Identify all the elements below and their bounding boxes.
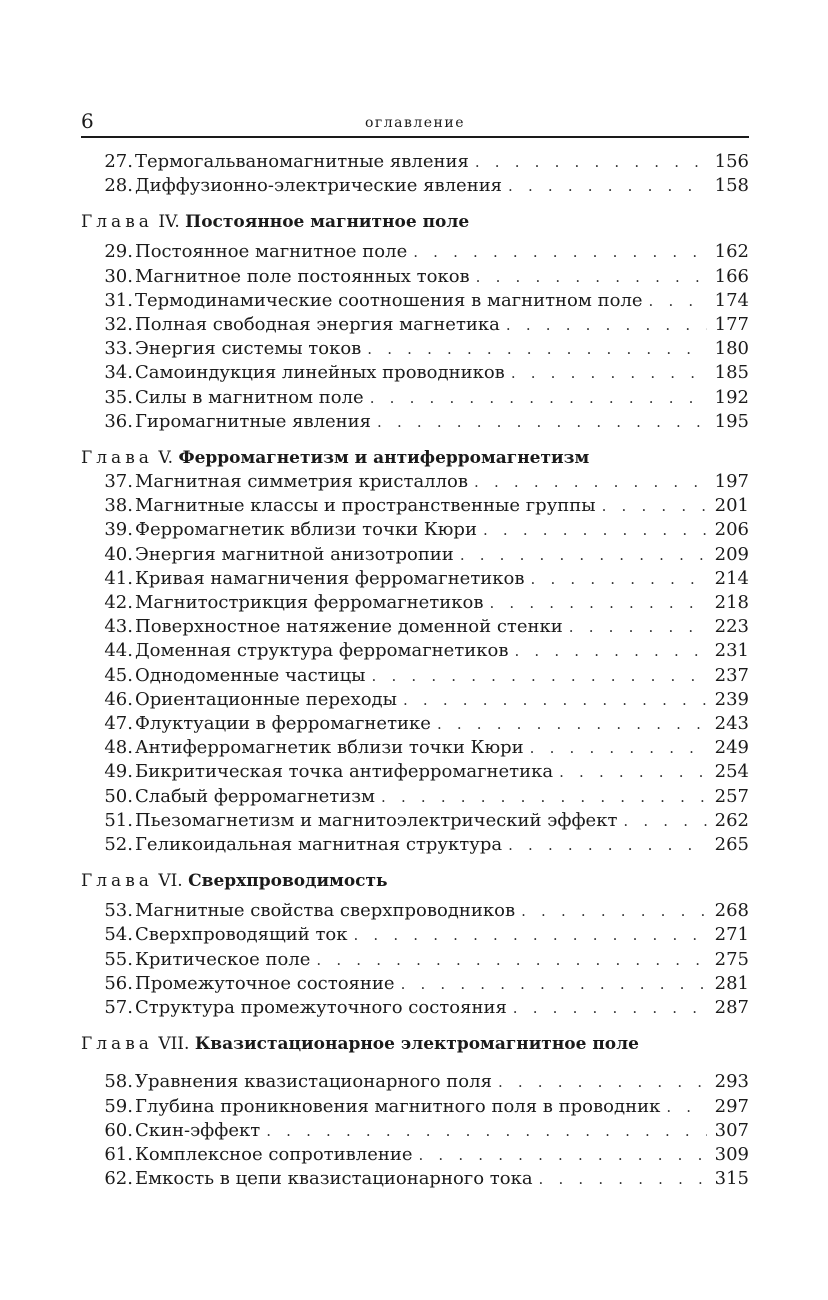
toc-entry[interactable] — [81, 972, 749, 996]
entry-number: 29. — [104, 241, 133, 263]
toc-entry[interactable] — [81, 313, 749, 337]
entry-title: Однодоменные частицы — [135, 664, 366, 686]
entry-number: 40. — [104, 543, 133, 565]
toc-entry[interactable] — [81, 591, 749, 615]
entry-number: 46. — [104, 688, 133, 710]
dot-leader — [316, 948, 706, 972]
dot-leader — [475, 150, 707, 174]
entry-title: Термодинамические соотношения в магнитном поле — [135, 289, 643, 311]
entry-page: 281 — [714, 972, 749, 994]
toc-entry[interactable] — [81, 948, 749, 972]
toc-entry[interactable] — [81, 337, 749, 361]
toc-entry[interactable] — [81, 1119, 749, 1143]
entry-page: 206 — [714, 519, 749, 541]
dot-leader — [372, 664, 707, 688]
dot-leader — [367, 337, 706, 361]
entry-title: Антиферромагнетик вблизи точки Кюри — [135, 737, 524, 759]
dot-leader — [508, 174, 707, 198]
toc-entry[interactable] — [81, 289, 749, 313]
entry-number: 49. — [104, 761, 133, 783]
entry-number: 39. — [104, 519, 133, 541]
entry-title: Энергия магнитной анизотропии — [135, 543, 454, 565]
dot-leader — [513, 996, 707, 1020]
dot-leader — [381, 785, 707, 809]
table-of-contents — [81, 150, 749, 1191]
running-head-title: оглавление — [364, 115, 465, 131]
entry-page: 297 — [714, 1095, 749, 1117]
entry-title: Структура промежуточного состояния — [135, 997, 507, 1019]
entry-number: 33. — [104, 338, 133, 360]
entry-page: 287 — [714, 997, 749, 1019]
entry-title: Поверхностное натяжение доменной стенки — [135, 616, 563, 638]
entry-title: Геликоидальная магнитная структура — [135, 834, 503, 856]
entry-title: Полная свободная энергия магнетика — [135, 314, 500, 336]
toc-entry[interactable] — [81, 410, 749, 434]
entry-page: 158 — [714, 175, 749, 197]
entry-page: 315 — [714, 1168, 749, 1190]
entry-page: 192 — [714, 386, 749, 408]
entry-page: 201 — [714, 495, 749, 517]
dot-leader — [602, 494, 707, 518]
entry-page: 231 — [714, 640, 749, 662]
toc-entry[interactable] — [81, 361, 749, 385]
entry-title: Термогальваномагнитные явления — [135, 151, 469, 172]
entry-page: 156 — [714, 151, 749, 172]
dot-leader — [437, 712, 707, 736]
entry-page: 237 — [714, 664, 749, 686]
chapter-title: Сверхпроводимость — [188, 871, 388, 892]
entry-number: 37. — [104, 471, 133, 493]
entry-page: 223 — [714, 616, 749, 638]
entry-title: Емкость в цепи квазистационарного тока — [135, 1168, 533, 1190]
entry-title: Магнитное поле постоянных токов — [135, 265, 470, 287]
toc-entry[interactable] — [81, 785, 749, 809]
dot-leader — [498, 1070, 707, 1094]
chapter-label: Глава — [81, 448, 153, 469]
chapter-title: Ферромагнетизм и антиферромагнетизм — [178, 448, 590, 469]
toc-entry[interactable] — [81, 923, 749, 947]
chapter-label: Глава — [81, 1034, 153, 1055]
entry-page: 185 — [714, 362, 749, 384]
dot-leader — [649, 289, 707, 313]
dot-leader — [539, 1167, 707, 1191]
entry-title: Пьезомагнетизм и магнитоэлектрический эффект — [135, 809, 618, 831]
toc-entry[interactable] — [81, 688, 749, 712]
dot-leader — [521, 899, 707, 923]
entry-title: Магнитная симметрия кристаллов — [135, 471, 469, 493]
dot-leader — [511, 361, 707, 385]
entry-number: 31. — [104, 289, 133, 311]
toc-entry[interactable] — [81, 518, 749, 542]
toc-entry[interactable] — [81, 240, 749, 264]
entry-page: 243 — [714, 713, 749, 735]
chapter-numeral: VII. — [158, 1034, 190, 1055]
dot-leader — [483, 518, 707, 542]
entry-page: 293 — [714, 1071, 749, 1093]
entry-page: 265 — [714, 834, 749, 856]
running-head — [81, 108, 749, 138]
entry-title: Бикритическая точка антиферромагнетика — [135, 761, 554, 783]
entry-page: 275 — [714, 948, 749, 970]
entry-page: 254 — [714, 761, 749, 783]
entry-number: 43. — [104, 616, 133, 638]
entry-number: 27. — [104, 151, 133, 172]
toc-entry[interactable] — [81, 712, 749, 736]
toc-page — [81, 108, 749, 1191]
chapter-label: Глава — [81, 871, 153, 892]
entry-title: Сверхпроводящий ток — [135, 924, 348, 946]
entry-title: Магнитные классы и пространственные группы — [135, 495, 596, 517]
entry-title: Флуктуации в ферромагнетике — [135, 713, 431, 735]
entry-number: 57. — [104, 997, 133, 1019]
dot-leader — [419, 1143, 707, 1167]
dot-leader — [506, 313, 707, 337]
entry-number: 51. — [104, 809, 133, 831]
toc-entry[interactable] — [81, 664, 749, 688]
entry-page: 214 — [714, 567, 749, 589]
entry-page: 195 — [714, 410, 749, 432]
entry-page: 218 — [714, 592, 749, 614]
entry-number: 53. — [104, 900, 133, 922]
chapter-numeral: VI. — [158, 871, 183, 892]
dot-leader — [514, 639, 706, 663]
dot-leader — [474, 470, 707, 494]
entry-page: 239 — [714, 688, 749, 710]
entry-title: Силы в магнитном поле — [135, 386, 364, 408]
dot-leader — [508, 833, 707, 857]
entry-number: 28. — [104, 175, 133, 197]
entry-page: 177 — [714, 314, 749, 336]
entry-title: Магнитные свойства сверхпроводников — [135, 900, 516, 922]
toc-entry[interactable] — [81, 1095, 749, 1119]
entry-number: 55. — [104, 948, 133, 970]
entry-number: 44. — [104, 640, 133, 662]
dot-leader — [530, 736, 707, 760]
entry-page: 197 — [714, 471, 749, 493]
entry-page: 209 — [714, 543, 749, 565]
entry-title: Скин-эффект — [135, 1119, 261, 1141]
chapter-heading[interactable] — [81, 1032, 749, 1056]
entry-number: 34. — [104, 362, 133, 384]
entry-title: Слабый ферромагнетизм — [135, 785, 376, 807]
entry-title: Кривая намагничения ферромагнетиков — [135, 567, 525, 589]
dot-leader — [403, 688, 707, 712]
entry-page: 174 — [714, 289, 749, 311]
entry-number: 30. — [104, 265, 133, 287]
entry-page: 257 — [714, 785, 749, 807]
entry-title: Комплексное сопротивление — [135, 1143, 413, 1165]
entry-number: 38. — [104, 495, 133, 517]
dot-leader — [370, 386, 707, 410]
chapter-title: Квазистационарное электромагнитное поле — [194, 1034, 639, 1055]
toc-entry[interactable] — [81, 1167, 749, 1191]
chapter-heading[interactable] — [81, 869, 749, 893]
toc-entry[interactable] — [81, 1143, 749, 1167]
entry-page: 309 — [714, 1143, 749, 1165]
dot-leader — [559, 760, 707, 784]
toc-entry[interactable] — [81, 899, 749, 923]
entry-number: 54. — [104, 924, 133, 946]
entry-page: 268 — [714, 900, 749, 922]
entry-title: Ориентационные переходы — [135, 688, 397, 710]
chapter-numeral: IV. — [158, 212, 180, 233]
entry-number: 47. — [104, 713, 133, 735]
toc-entry[interactable] — [81, 639, 749, 663]
dot-leader — [354, 923, 707, 947]
entry-number: 50. — [104, 785, 133, 807]
toc-entry[interactable] — [81, 494, 749, 518]
entry-number: 52. — [104, 834, 133, 856]
entry-page: 180 — [714, 338, 749, 360]
toc-entry[interactable] — [81, 615, 749, 639]
toc-entry[interactable] — [81, 150, 749, 174]
entry-title: Гиромагнитные явления — [135, 410, 372, 432]
entry-page: 307 — [714, 1119, 749, 1141]
dot-leader — [666, 1095, 706, 1119]
entry-page: 162 — [714, 241, 749, 263]
dot-leader — [476, 265, 707, 289]
entry-page: 249 — [714, 737, 749, 759]
entry-number: 62. — [104, 1168, 133, 1190]
toc-entry[interactable] — [81, 809, 749, 833]
entry-page: 262 — [714, 809, 749, 831]
entry-number: 36. — [104, 410, 133, 432]
entry-number: 48. — [104, 737, 133, 759]
entry-title: Диффузионно-электрические явления — [135, 175, 503, 197]
dot-leader — [623, 809, 706, 833]
dot-leader — [413, 240, 706, 264]
dot-leader — [460, 543, 707, 567]
chapter-title: Постоянное магнитное поле — [185, 212, 470, 233]
chapter-numeral: V. — [158, 448, 174, 469]
entry-number: 35. — [104, 386, 133, 408]
toc-entry[interactable] — [81, 760, 749, 784]
entry-number: 61. — [104, 1143, 133, 1165]
toc-entry[interactable] — [81, 543, 749, 567]
chapter-heading[interactable] — [81, 446, 749, 470]
toc-entry[interactable] — [81, 1070, 749, 1094]
dot-leader — [377, 410, 707, 434]
entry-number: 56. — [104, 972, 133, 994]
toc-entry[interactable] — [81, 265, 749, 289]
entry-page: 271 — [714, 924, 749, 946]
entry-title: Постоянное магнитное поле — [135, 241, 408, 263]
entry-number: 45. — [104, 664, 133, 686]
entry-title: Самоиндукция линейных проводников — [135, 362, 505, 384]
dot-leader — [266, 1119, 706, 1143]
entry-title: Энергия системы токов — [135, 338, 362, 360]
entry-title: Ферромагнетик вблизи точки Кюри — [135, 519, 477, 541]
entry-title: Промежуточное состояние — [135, 972, 395, 994]
toc-entry[interactable] — [81, 736, 749, 760]
entry-number: 58. — [104, 1071, 133, 1093]
toc-entry[interactable] — [81, 833, 749, 857]
chapter-heading[interactable] — [81, 210, 749, 234]
toc-entry[interactable] — [81, 174, 749, 198]
entry-number: 59. — [104, 1095, 133, 1117]
toc-entry[interactable] — [81, 470, 749, 494]
page-number: 6 — [81, 109, 94, 133]
entry-title: Уравнения квазистационарного поля — [135, 1071, 492, 1093]
entry-title: Доменная структура ферромагнетиков — [135, 640, 509, 662]
entry-number: 42. — [104, 592, 133, 614]
entry-title: Критическое поле — [135, 948, 311, 970]
toc-entry[interactable] — [81, 386, 749, 410]
dot-leader — [489, 591, 706, 615]
dot-leader — [531, 567, 707, 591]
entry-page: 166 — [714, 265, 749, 287]
dot-leader — [401, 972, 707, 996]
entry-title: Магнитострикция ферромагнетиков — [135, 592, 484, 614]
entry-number: 32. — [104, 314, 133, 336]
entry-number: 60. — [104, 1119, 133, 1141]
entry-title: Глубина проникновения магнитного поля в проводник — [135, 1095, 661, 1117]
entry-number: 41. — [104, 567, 133, 589]
dot-leader — [569, 615, 707, 639]
toc-entry[interactable] — [81, 567, 749, 591]
toc-entry[interactable] — [81, 996, 749, 1020]
chapter-label: Глава — [81, 212, 153, 233]
